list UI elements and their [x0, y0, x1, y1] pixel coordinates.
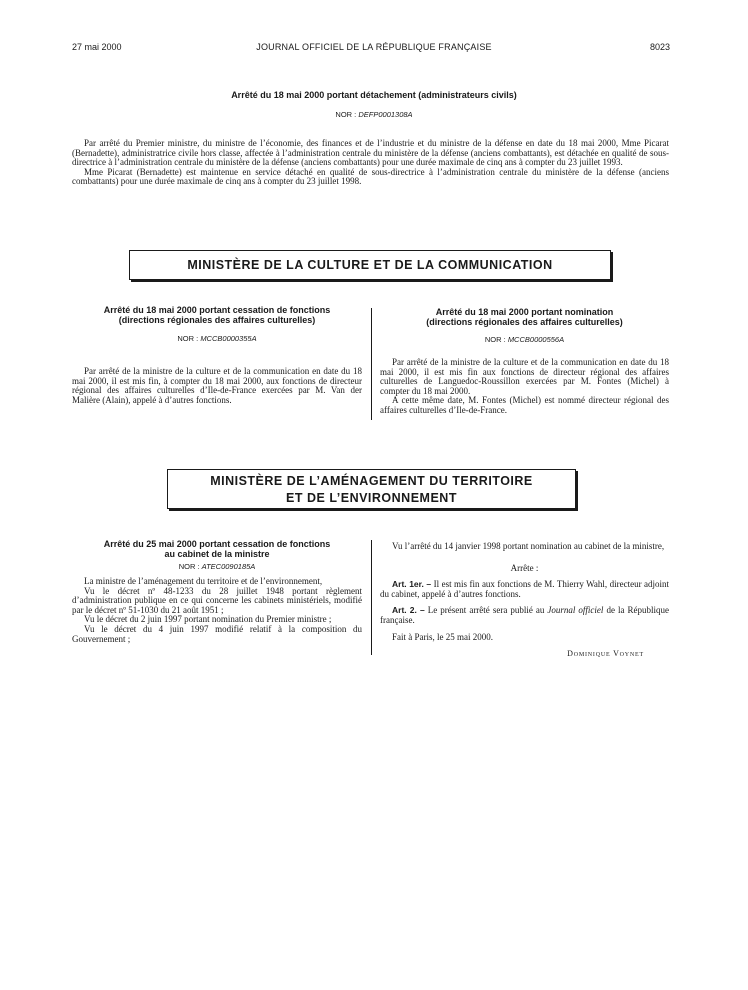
arrete-detachement-body: [72, 139, 669, 187]
journal-name: Journal officiel: [547, 605, 604, 616]
paragraph: A cette même date, M. Fontes (Michel) est nommé directeur régional des affaires culturelles d’Ile-de-France.: [380, 395, 669, 415]
arrete-title: [72, 305, 362, 325]
ministry-name-line: MINISTÈRE DE L’AMÉNAGEMENT DU TERRITOIRE: [210, 474, 533, 488]
paragraph: Vu le décret du 2 juin 1997 portant nomination du Premier ministre ;: [84, 614, 332, 625]
article-text: Le présent arrêté sera publié au: [427, 605, 545, 616]
arrete-nor: [72, 562, 362, 571]
arrete-nor: [380, 335, 669, 344]
arrete-word: Arrête :: [510, 562, 539, 573]
arrete-nomination-culture: [380, 307, 669, 416]
vu-paragraph: Vu l’arrêté du 14 janvier 1998 portant nomination au cabinet de la ministre,: [392, 541, 665, 551]
arrete-cessation-culture: [72, 305, 362, 405]
title-line: Arrêté du 25 mai 2000 portant cessation de fonctions: [103, 539, 331, 549]
ministry-name-line: ET DE L’ENVIRONNEMENT: [286, 491, 457, 505]
nor-label: NOR :: [335, 110, 357, 119]
paragraph: Par arrêté de la ministre de la culture et de la communication en date du 18 mai 2000, il est mis fin aux fonctions de directeur régional des affaires culturelles de Languedoc-Roussillon exercées par M. Fontes (Michel) à compter du 18 mai 2000.: [380, 357, 669, 396]
nor-code: DEFP0001308A: [358, 110, 413, 119]
article-1: [380, 580, 669, 599]
nor-code: MCCB0000556A: [507, 335, 565, 344]
page-number: 8023: [649, 42, 670, 52]
column-divider: [371, 308, 372, 420]
nor-label: NOR :: [177, 334, 199, 343]
journal-title: JOURNAL OFFICIEL DE LA RÉPUBLIQUE FRANÇAISE: [256, 42, 492, 52]
article-label: Art. 1er. –: [392, 579, 432, 590]
signature: Dominique Voynet: [567, 649, 644, 659]
arrete-nor: [72, 334, 362, 343]
title-line: (directions régionales des affaires culturelles): [118, 315, 316, 325]
paragraph: Par arrêté du Premier ministre, du ministre de l’économie, des finances et de l’industrie et du ministre de la défense en date du 18 mai 2000, Mme Picarat (Bernadette), administratrice civile hors classe, affectée à l’administration centrale du ministère de la défense (anciens combattants), est détachée en qualité de sous-directrice à l’administration centrale du ministère de la défense (anciens combattants) pour une durée maximale de cinq ans à compter du 23 juillet 1993.: [72, 138, 669, 168]
title-line: Arrêté du 18 mai 2000 portant cessation de fonctions: [103, 305, 331, 315]
title-line: Arrêté du 18 mai 2000 portant nomination: [435, 307, 614, 317]
arrete-cessation-cabinet: [72, 539, 362, 644]
arrete-title: [380, 307, 669, 327]
fait-a-paris: Fait à Paris, le 25 mai 2000.: [392, 631, 493, 642]
article-2: [380, 606, 669, 625]
paragraph: Vu le décret nº 48-1233 du 28 juillet 1948 portant règlement d’administration publique en ce qui concerne les cabinets ministériels, modifié par le décret nº 51-1030 du 21 août 1951 ;: [72, 585, 362, 615]
paragraph: Mme Picarat (Bernadette) est maintenue en service détaché en qualité de sous-directrice à l’administration centrale du ministère de la défense (anciens combattants) pour une durée maximale de cinq ans à compter du 23 juillet 1998.: [72, 166, 669, 187]
ministry-name: MINISTÈRE DE LA CULTURE ET DE LA COMMUNICATION: [187, 258, 553, 272]
article-text: de la République française.: [380, 605, 670, 625]
column-divider: [371, 540, 372, 655]
nor-code: ATEC0090185A: [201, 562, 256, 571]
article-label: Art. 2. –: [392, 605, 425, 616]
nor-label: NOR :: [178, 562, 200, 571]
arrete-detachement-nor: [0, 110, 748, 119]
paragraph: Par arrêté de la ministre de la culture et de la communication en date du 18 mai 2000, il est mis fin, à compter du 18 mai 2000, aux fonctions de directeur régional des affaires culturelles d’Ile-de-France exercées par M. Van der Malière (Alain), appelé à d’autres fonctions.: [72, 366, 362, 405]
arrete-title: [72, 539, 362, 559]
arrete-cabinet-dispositif: [380, 542, 669, 659]
paragraph: La ministre de l’aménagement du territoire et de l’environnement,: [84, 576, 323, 586]
ministry-amenagement-box: [167, 469, 576, 509]
arrete-detachement-title: Arrêté du 18 mai 2000 portant détachement (administrateurs civils): [231, 90, 517, 100]
ministry-culture-box: [129, 250, 611, 280]
nor-code: MCCB0000355A: [200, 334, 257, 343]
title-line: au cabinet de la ministre: [164, 549, 270, 559]
title-line: (directions régionales des affaires culturelles): [426, 317, 623, 327]
paragraph: Vu le décret du 4 juin 1997 modifié relatif à la composition du Gouvernement ;: [72, 623, 362, 644]
nor-label: NOR :: [484, 335, 506, 344]
article-text: Il est mis fin aux fonctions de M. Thierry Wahl, directeur adjoint du cabinet, appelé à d’autres fonctions.: [380, 579, 670, 599]
header-date: 27 mai 2000: [72, 42, 122, 52]
